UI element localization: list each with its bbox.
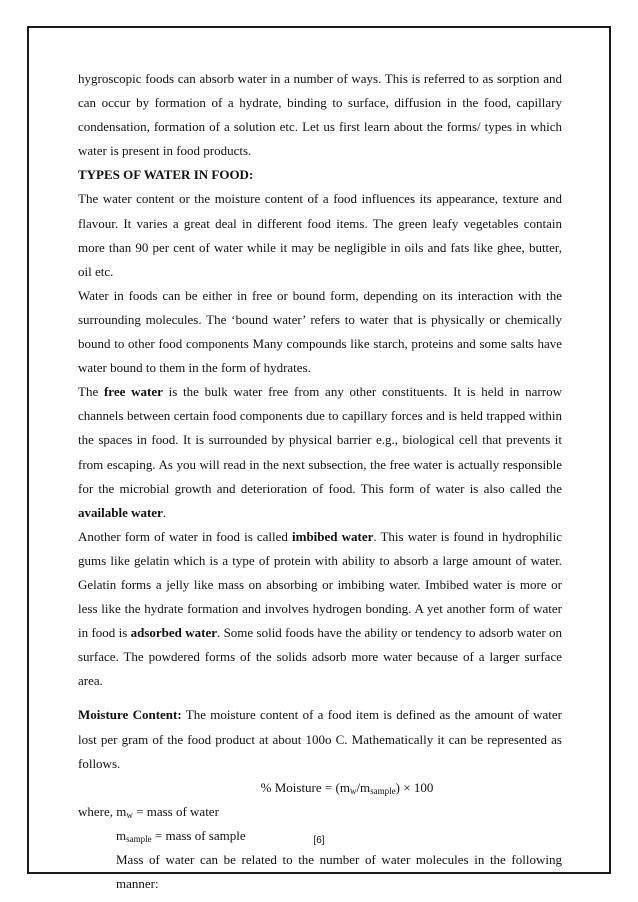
paragraph-free-water: The free water is the bulk water free from any other constituents. It is held in narrow channels between certain food components due to capillary forces and is held trapped within the spaces in food. It is surrounded by physical barrier e.g., biological cell that prevents it from escaping. As you will read in the next subsection, the free water is actually responsible for the microbial growth and deterioration of food. This form of water is also called the available water. <box>78 384 562 520</box>
section-heading-types-of-water: TYPES OF WATER IN FOOD: <box>78 167 254 183</box>
term-adsorbed-water: adsorbed water <box>130 625 217 641</box>
moisture-formula: % Moisture = $(m_w/m_{sample}) \times 100$ <box>260 779 434 796</box>
where-mass-of-water: where, $m_w$ = mass of water <box>78 803 219 820</box>
page-number: [6] <box>313 835 325 846</box>
term-free-water: free water <box>103 384 163 400</box>
term-imbibed-water: imbibed water <box>292 528 374 544</box>
document-body <box>78 67 562 896</box>
term-moisture-content: Moisture Content: <box>78 707 182 723</box>
paragraph-sorption: hygroscopic foods can absorb water in a number of ways. This is referred to as sorption and can occur by formation of a hydrate, binding to surface, diffusion in the food, capillary condensation, formation of a solution etc. Let us first learn about the forms/ types in which water is present in food products. <box>78 71 562 159</box>
term-available-water: available water <box>78 504 163 520</box>
paragraph-imbibed-water: Another form of water in food is called imbibed water. This water is found in hydrophilic gums like gelatin which is a type of protein with ability to absorb a large amount of water. Gelatin forms a jelly like mass on absorbing or imbibing water. Imbibed water is more or less like the hydrate formation and involves hydrogen bonding. A yet another form of water in food is adsorbed water. Some solid foods have the ability or tendency to adsorb water on surface. The powdered forms of the solids adsorb more water because of a larger surface area. <box>78 528 563 689</box>
where-mass-of-sample: $m_{sample}$ = mass of sample <box>116 827 246 844</box>
paragraph-water-content: The water content or the moisture content of a food influences its appearance, texture and flavour. It varies a great deal in different food items. The green leafy vegetables contain more than 90 per cent of water while it may be negligible in oils and fats like ghee, butter, oil etc. <box>78 191 562 279</box>
paragraph-moisture-content: Moisture Content: The moisture content of a food item is defined as the amount of water lost per gram of the food product at about 100o C. Mathematically it can be represented as follows. <box>78 707 562 771</box>
paragraph-bound-water: Water in foods can be either in free or bound form, depending on its interaction with the surrounding molecules. The ‘bound water’ refers to water that is physically or chemically bound to other food components Many compounds like starch, proteins and some salts have water bound to them in the form of hydrates. <box>78 287 562 376</box>
paragraph-mass-of-water-relation: Mass of water can be related to the number of water molecules in the following manner: <box>116 852 562 892</box>
